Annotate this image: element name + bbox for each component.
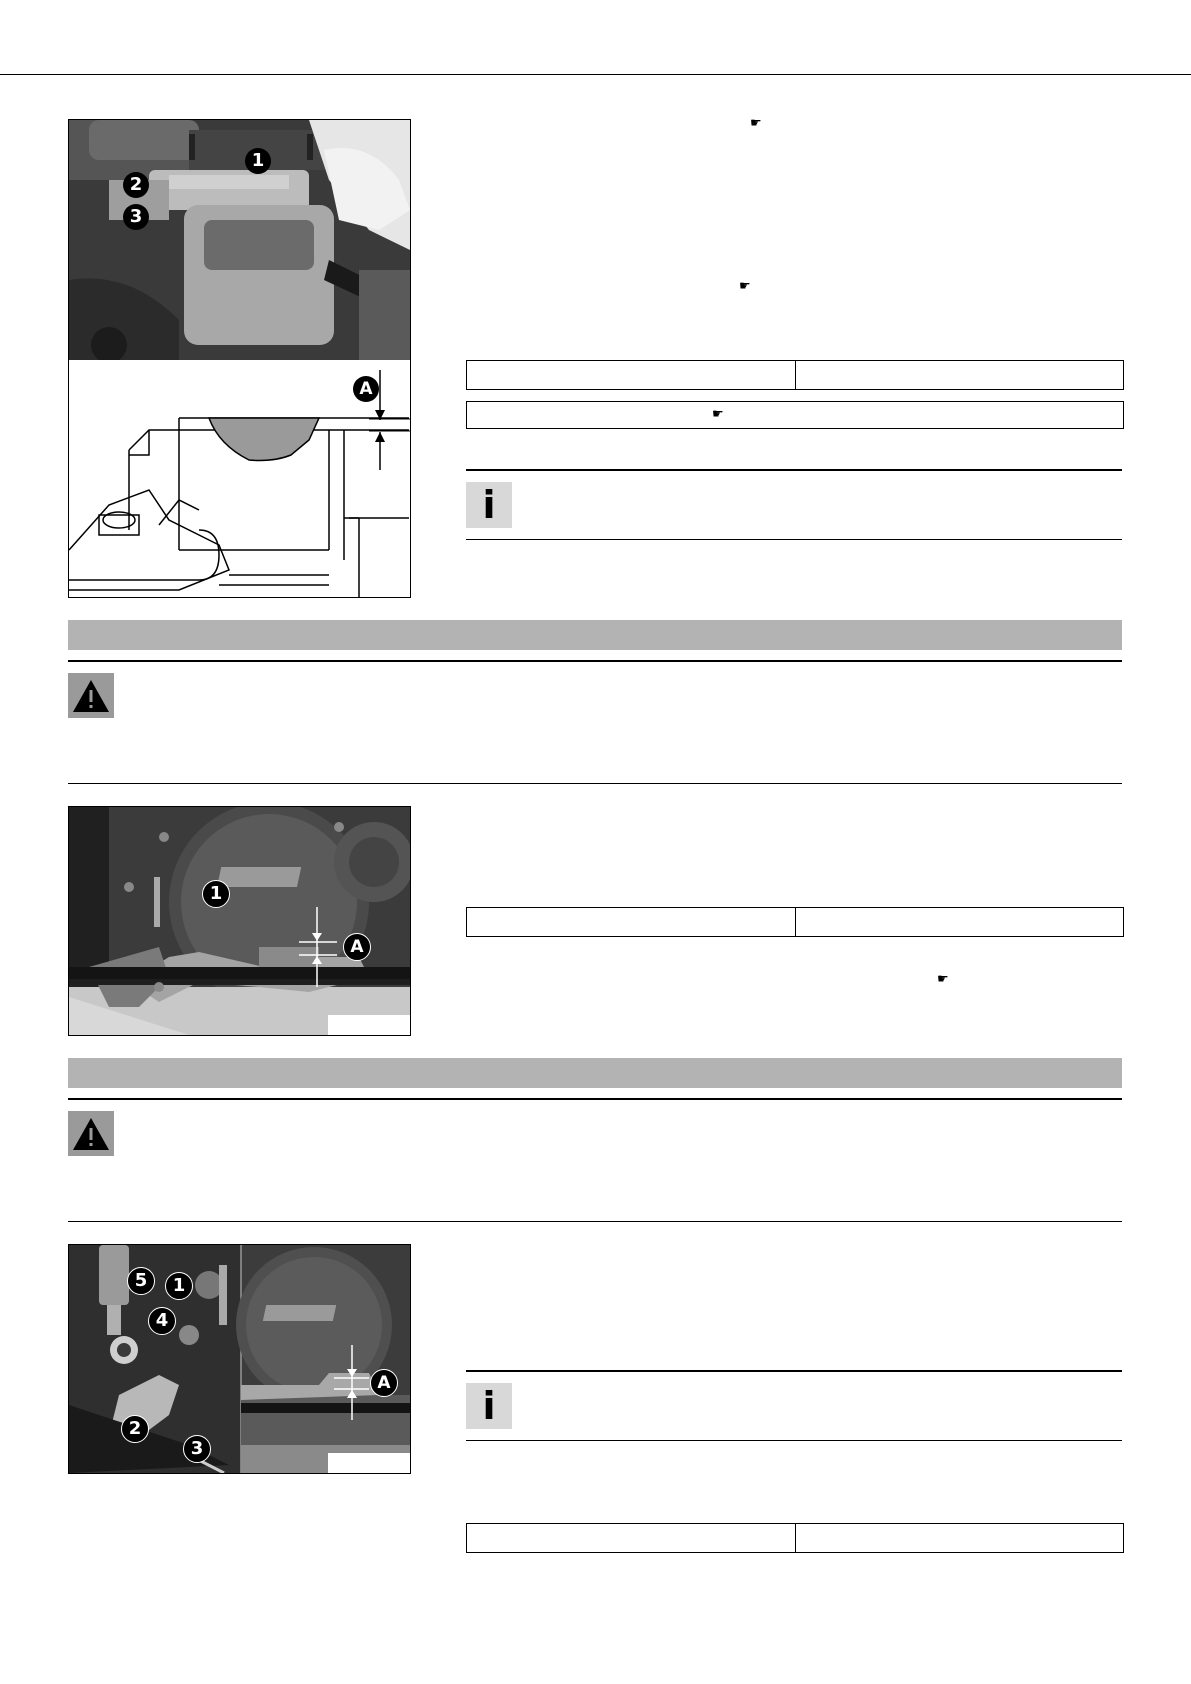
callout-1: 1 — [165, 1272, 193, 1300]
dimension-a-label: A — [353, 376, 379, 402]
section-header-bar — [68, 620, 1122, 650]
dimension-a-label: A — [343, 933, 371, 961]
spec-table — [466, 360, 1124, 390]
callout-4: 4 — [148, 1307, 176, 1335]
dimension-a-label: A — [370, 1369, 398, 1397]
info-rule-bottom — [466, 539, 1122, 540]
callout-1: 1 — [202, 880, 230, 908]
engine-cover-photo — [69, 807, 410, 1035]
spec-table-cell — [467, 908, 795, 936]
warning-rule-bottom — [68, 783, 1122, 784]
info-icon: i — [466, 1383, 512, 1429]
warning-rule-top — [68, 660, 1122, 662]
info-rule-top — [466, 1370, 1122, 1372]
spec-table-cell — [467, 1524, 795, 1552]
reference-box — [466, 401, 1124, 429]
spec-table-cell — [795, 908, 1123, 936]
reference-icon: ☛ — [750, 115, 762, 130]
warning-rule-bottom — [68, 1221, 1122, 1222]
reference-icon: ☛ — [739, 278, 751, 293]
callout-2: 2 — [121, 1415, 149, 1443]
warning-triangle-icon — [71, 678, 111, 714]
figure-foot-brake-lever — [68, 806, 411, 1036]
callout-5: 5 — [127, 1267, 155, 1295]
figure-brake-reservoir — [68, 119, 411, 598]
warning-icon — [68, 673, 114, 718]
callout-2: 2 — [123, 172, 149, 198]
spec-table-cell — [795, 1524, 1123, 1552]
brake-fluid-reservoir-photo — [69, 120, 410, 360]
info-icon: i — [466, 482, 512, 528]
reference-icon: ☛ — [712, 406, 724, 421]
info-rule-bottom — [466, 1440, 1122, 1441]
reference-icon: ☛ — [937, 971, 949, 986]
callout-1: 1 — [245, 148, 271, 174]
spec-table-cell — [467, 361, 795, 389]
spec-table — [466, 1523, 1124, 1553]
warning-icon — [68, 1111, 114, 1156]
section-header-bar — [68, 1058, 1122, 1088]
warning-triangle-icon — [71, 1116, 111, 1152]
spec-table-cell — [795, 361, 1123, 389]
warning-rule-top — [68, 1098, 1122, 1100]
callout-3: 3 — [183, 1435, 211, 1463]
callout-3: 3 — [123, 204, 149, 230]
brake-pedal-adjustment-photo — [69, 1245, 410, 1473]
figure-label-box — [328, 1453, 410, 1473]
info-rule-top — [466, 469, 1122, 471]
figure-brake-pedal-adjustment — [68, 1244, 411, 1474]
figure-label-box — [328, 1015, 410, 1035]
header-rule — [0, 74, 1191, 75]
spec-table — [466, 907, 1124, 937]
